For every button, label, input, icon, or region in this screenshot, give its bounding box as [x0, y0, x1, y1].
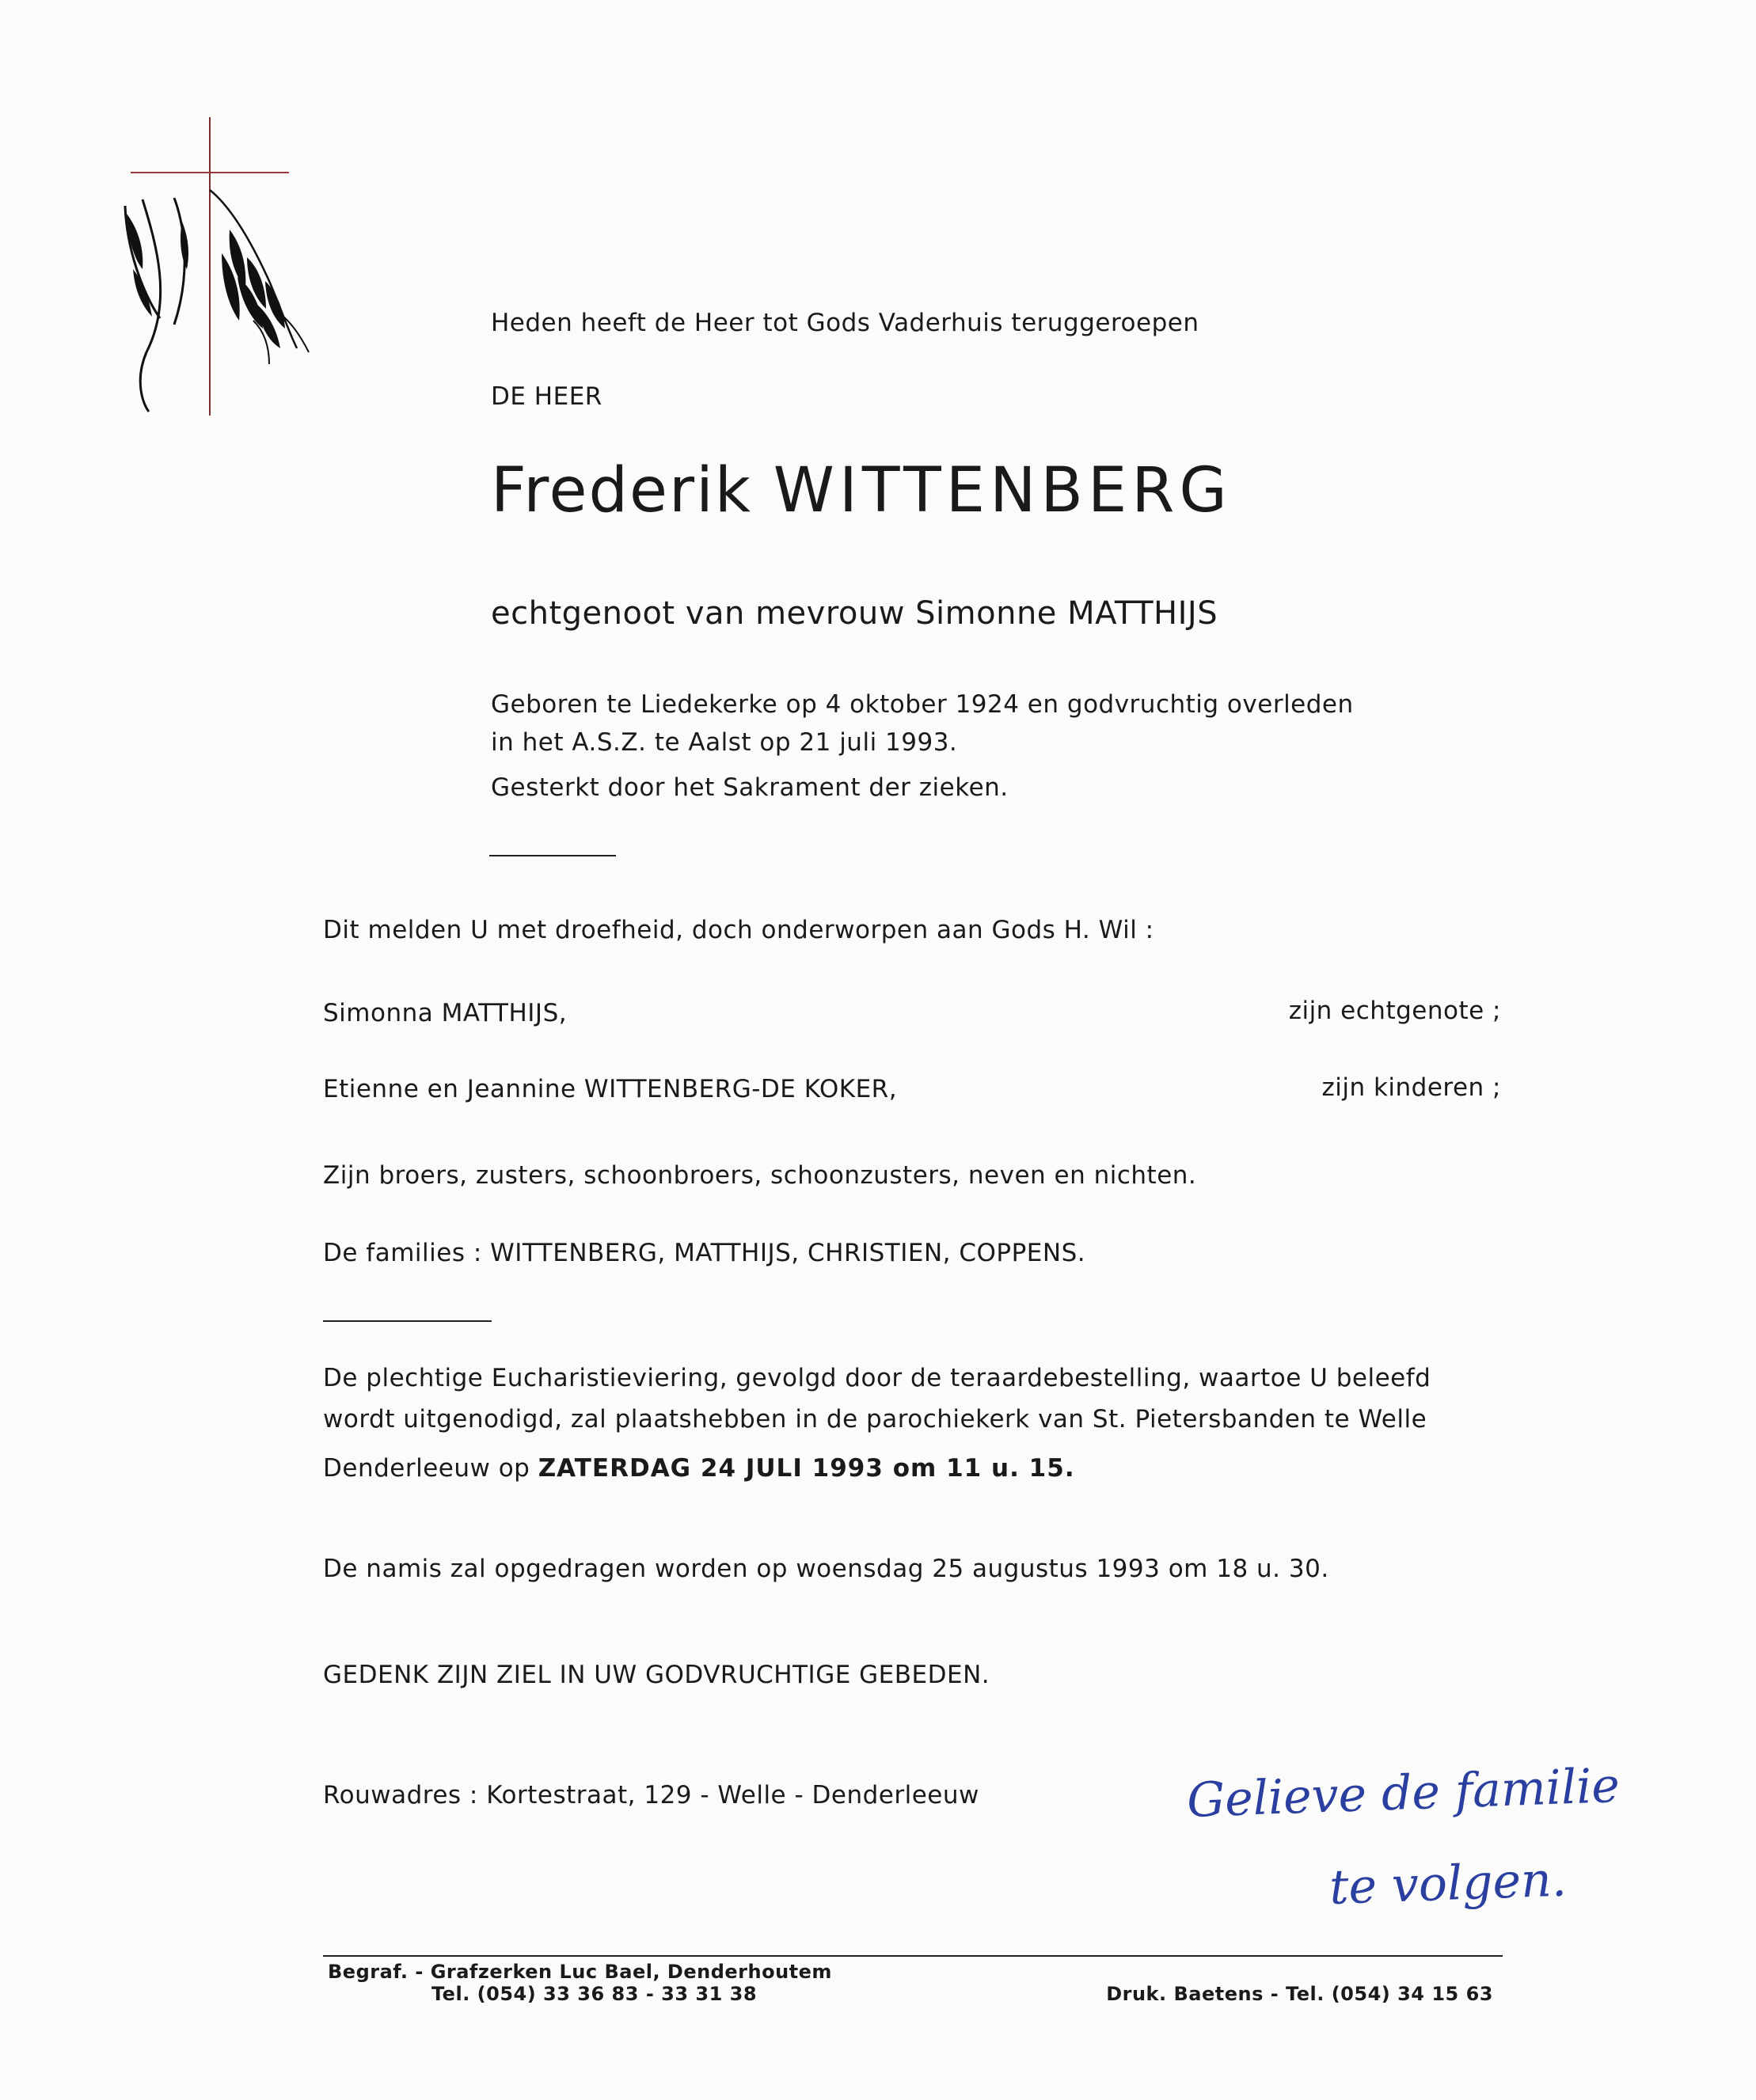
service-line-1: De plechtige Eucharistieviering, gevolgd door de teraardebestelling, waartoe U beleefd: [323, 1364, 1431, 1392]
prayer-line: GEDENK ZIJN ZIEL IN UW GODVRUCHTIGE GEBEDEN.: [323, 1661, 990, 1689]
honorific: DE HEER: [491, 382, 602, 411]
address-line: Rouwadres : Kortestraat, 129 - Welle - Denderleeuw: [323, 1781, 979, 1809]
deceased-name: [491, 455, 1232, 526]
intro-text: Heden heeft de Heer tot Gods Vaderhuis teruggeroepen: [491, 309, 1199, 337]
bio-line-3: Gesterkt door het Sakrament der zieken.: [491, 773, 1009, 802]
spouse-line: echtgenoot van mevrouw Simonne MATTHIJS: [491, 595, 1218, 632]
handwriting-line-2: te volgen.: [1328, 1851, 1568, 1916]
cross-wheat-emblem: [111, 111, 317, 420]
footer-left-2: Tel. (054) 33 36 83 - 33 31 38: [431, 1983, 758, 2005]
mass-line: De namis zal opgedragen worden op woensdag 25 augustus 1993 om 18 u. 30.: [323, 1555, 1329, 1583]
family-name-1: Simonna MATTHIJS,: [323, 999, 568, 1027]
bio-line-1: Geboren te Liedekerke op 4 oktober 1924 en godvruchtig overleden: [491, 690, 1354, 719]
footer-right: Druk. Baetens - Tel. (054) 34 15 63: [1106, 1983, 1493, 2005]
service-place: Denderleeuw op: [323, 1454, 538, 1483]
first-name: Frederik: [491, 455, 752, 526]
footer-left-1: Begraf. - Grafzerken Luc Bael, Denderhoutem: [328, 1961, 832, 1983]
families-line: De families : WITTENBERG, MATTHIJS, CHRISTIEN, COPPENS.: [323, 1239, 1086, 1267]
handwriting-line-1: Gelieve de familie: [1186, 1757, 1621, 1828]
divider-1: [489, 855, 616, 856]
bio-line-2: in het A.S.Z. te Aalst op 21 juli 1993.: [491, 728, 958, 757]
last-name: WITTENBERG: [773, 455, 1232, 526]
service-date: ZATERDAG 24 JULI 1993 om 11 u. 15.: [538, 1454, 1075, 1483]
family-relation-2: zijn kinderen ;: [1321, 1073, 1501, 1102]
service-line-3: [323, 1454, 1075, 1483]
relatives-line: Zijn broers, zusters, schoonbroers, schoonzusters, neven en nichten.: [323, 1161, 1197, 1190]
handwritten-note: [1180, 1741, 1686, 1947]
footer-rule: [323, 1955, 1503, 1957]
service-line-2: wordt uitgenodigd, zal plaatshebben in de parochiekerk van St. Pietersbanden te Welle: [323, 1405, 1427, 1434]
announcement: Dit melden U met droefheid, doch onderworpen aan Gods H. Wil :: [323, 916, 1154, 944]
family-relation-1: zijn echtgenote ;: [1288, 997, 1501, 1025]
divider-2: [323, 1320, 492, 1322]
family-name-2: Etienne en Jeannine WITTENBERG-DE KOKER,: [323, 1075, 898, 1103]
